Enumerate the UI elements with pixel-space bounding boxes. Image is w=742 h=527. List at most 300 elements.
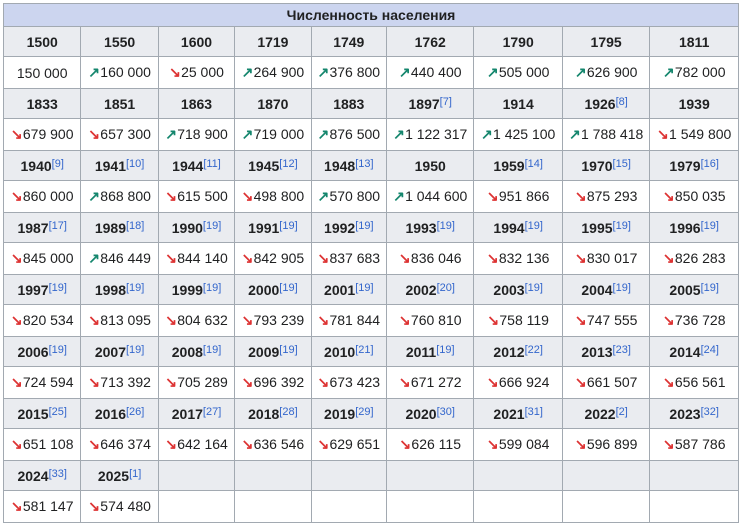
empty-cell bbox=[562, 461, 649, 491]
year-label: 2006 bbox=[17, 343, 49, 360]
year-cell bbox=[650, 213, 739, 243]
year-label: 2024 bbox=[17, 467, 49, 484]
year-cell bbox=[386, 213, 473, 243]
population-value-row bbox=[4, 367, 739, 399]
increase-arrow-icon: ↗ bbox=[241, 126, 254, 142]
population-value-row bbox=[4, 491, 739, 523]
population-value: 570 800 bbox=[329, 188, 381, 204]
decrease-arrow-icon: ↘ bbox=[317, 374, 330, 390]
decrease-arrow-icon: ↘ bbox=[486, 436, 499, 452]
decrease-arrow-icon: ↘ bbox=[399, 436, 412, 452]
reference-link[interactable]: [2] bbox=[615, 405, 628, 418]
decrease-arrow-icon: ↘ bbox=[398, 374, 411, 390]
year-cell bbox=[562, 27, 649, 57]
year-cell bbox=[562, 213, 649, 243]
population-value: 719 000 bbox=[253, 126, 305, 142]
year-label: 2007 bbox=[94, 343, 126, 360]
population-value: 1 788 418 bbox=[580, 126, 644, 142]
reference-link[interactable]: [21] bbox=[355, 343, 374, 356]
year-label: 1940 bbox=[20, 157, 52, 174]
year-cell bbox=[311, 151, 386, 181]
reference-link[interactable]: [17] bbox=[48, 219, 67, 232]
year-cell bbox=[158, 89, 234, 119]
decrease-arrow-icon: ↘ bbox=[317, 312, 330, 328]
empty-cell bbox=[235, 491, 311, 523]
population-value: 599 084 bbox=[498, 436, 550, 452]
year-label: 2012 bbox=[493, 343, 525, 360]
year-cell bbox=[650, 275, 739, 305]
population-cell bbox=[158, 119, 234, 151]
population-cell bbox=[650, 243, 739, 275]
population-cell bbox=[650, 305, 739, 337]
reference-link[interactable]: [20] bbox=[436, 281, 455, 294]
decrease-arrow-icon: ↘ bbox=[574, 188, 587, 204]
population-value: 626 115 bbox=[411, 436, 461, 452]
population-cell bbox=[650, 367, 739, 399]
population-value: 718 900 bbox=[177, 126, 228, 142]
population-value: 793 239 bbox=[253, 312, 305, 328]
population-value: 264 900 bbox=[253, 64, 305, 80]
population-cell bbox=[474, 429, 562, 461]
decrease-arrow-icon: ↘ bbox=[10, 188, 23, 204]
year-cell bbox=[311, 399, 386, 429]
year-label: 1870 bbox=[257, 95, 289, 112]
year-label: 1997 bbox=[17, 281, 49, 298]
decrease-arrow-icon: ↘ bbox=[486, 374, 499, 390]
reference-link[interactable]: [19] bbox=[202, 219, 222, 232]
year-header-row bbox=[4, 213, 739, 243]
decrease-arrow-icon: ↘ bbox=[165, 374, 177, 390]
population-value: 498 800 bbox=[253, 188, 305, 204]
year-cell bbox=[81, 399, 158, 429]
year-label: 1990 bbox=[171, 219, 203, 236]
increase-arrow-icon: ↗ bbox=[317, 126, 330, 142]
population-value: 713 392 bbox=[100, 374, 151, 390]
year-header-row bbox=[4, 275, 739, 305]
year-label: 1600 bbox=[180, 33, 213, 50]
year-cell bbox=[158, 399, 234, 429]
reference-link[interactable]: [25] bbox=[48, 405, 67, 418]
reference-link[interactable]: [11] bbox=[203, 157, 221, 170]
reference-link[interactable]: [19] bbox=[279, 281, 298, 294]
population-value: 440 400 bbox=[410, 64, 462, 80]
increase-arrow-icon: ↗ bbox=[241, 64, 254, 80]
year-label: 1979 bbox=[669, 157, 701, 174]
population-value-row bbox=[4, 243, 739, 275]
reference-link[interactable]: [29] bbox=[355, 405, 374, 418]
population-value: 642 164 bbox=[177, 436, 228, 452]
reference-link[interactable]: [8] bbox=[615, 95, 628, 108]
year-label: 1811 bbox=[678, 33, 710, 50]
empty-cell bbox=[158, 461, 234, 491]
decrease-arrow-icon: ↘ bbox=[486, 188, 499, 204]
decrease-arrow-icon: ↘ bbox=[241, 250, 254, 266]
year-label: 2025 bbox=[97, 467, 130, 484]
reference-link[interactable]: [7] bbox=[439, 95, 452, 108]
year-label: 1993 bbox=[405, 219, 437, 236]
population-value: 679 900 bbox=[22, 126, 74, 142]
population-value: 629 651 bbox=[329, 436, 381, 452]
population-value: 661 507 bbox=[586, 374, 638, 390]
year-label: 2014 bbox=[669, 343, 701, 360]
year-cell bbox=[4, 151, 81, 181]
decrease-arrow-icon: ↘ bbox=[662, 374, 675, 390]
reference-link[interactable]: [19] bbox=[436, 343, 455, 356]
reference-link[interactable]: [19] bbox=[436, 219, 455, 232]
increase-arrow-icon: ↗ bbox=[486, 64, 499, 80]
reference-link[interactable]: [19] bbox=[355, 281, 374, 294]
reference-link[interactable]: [16] bbox=[700, 157, 719, 170]
decrease-arrow-icon: ↘ bbox=[662, 188, 675, 204]
population-cell bbox=[562, 367, 649, 399]
reference-link[interactable]: [26] bbox=[126, 405, 145, 418]
population-value: 724 594 bbox=[22, 374, 74, 390]
decrease-arrow-icon: ↘ bbox=[10, 312, 23, 328]
year-cell bbox=[158, 151, 234, 181]
population-value: 868 800 bbox=[100, 188, 151, 204]
year-cell bbox=[158, 337, 234, 367]
decrease-arrow-icon: ↘ bbox=[10, 126, 23, 142]
reference-link[interactable]: [19] bbox=[612, 281, 631, 294]
population-value: 587 786 bbox=[674, 436, 726, 452]
population-cell bbox=[311, 119, 386, 151]
decrease-arrow-icon: ↘ bbox=[10, 436, 23, 452]
year-label: 2013 bbox=[581, 343, 613, 360]
population-cell bbox=[386, 119, 473, 151]
population-cell bbox=[386, 243, 473, 275]
population-value: 747 555 bbox=[586, 312, 638, 328]
table-title: Численность населения bbox=[4, 4, 739, 27]
population-cell bbox=[311, 429, 386, 461]
population-cell bbox=[474, 243, 562, 275]
population-cell bbox=[386, 367, 473, 399]
year-label: 2003 bbox=[493, 281, 525, 298]
year-cell bbox=[158, 213, 234, 243]
reference-link[interactable]: [1] bbox=[129, 467, 142, 480]
reference-link[interactable]: [23] bbox=[612, 343, 631, 356]
reference-link[interactable]: [19] bbox=[524, 219, 543, 232]
population-cell bbox=[235, 305, 311, 337]
population-cell bbox=[650, 429, 739, 461]
population-value: 845 000 bbox=[22, 250, 74, 266]
year-cell bbox=[311, 337, 386, 367]
population-cell bbox=[158, 243, 234, 275]
population-cell bbox=[4, 305, 81, 337]
population-value: 842 905 bbox=[253, 250, 305, 266]
population-cell bbox=[4, 57, 81, 89]
year-label: 2009 bbox=[248, 343, 280, 360]
year-cell bbox=[81, 151, 158, 181]
population-value: 1 122 317 bbox=[405, 126, 468, 142]
reference-link[interactable]: [19] bbox=[48, 343, 67, 356]
population-cell bbox=[158, 181, 234, 213]
population-cell bbox=[235, 243, 311, 275]
year-cell bbox=[235, 399, 311, 429]
reference-link[interactable]: [31] bbox=[524, 405, 543, 418]
population-cell bbox=[562, 119, 649, 151]
year-cell bbox=[235, 27, 311, 57]
year-label: 1991 bbox=[248, 219, 280, 236]
reference-link[interactable]: [19] bbox=[524, 281, 543, 294]
population-value: 673 423 bbox=[329, 374, 381, 390]
year-cell bbox=[4, 399, 81, 429]
population-value-row bbox=[4, 57, 739, 89]
year-cell bbox=[650, 89, 739, 119]
population-cell bbox=[81, 429, 158, 461]
population-cell bbox=[562, 181, 649, 213]
decrease-arrow-icon: ↘ bbox=[657, 126, 669, 142]
year-cell bbox=[235, 337, 311, 367]
reference-link[interactable]: [19] bbox=[126, 281, 145, 294]
population-cell bbox=[81, 491, 158, 523]
year-label: 2023 bbox=[669, 405, 701, 422]
empty-cell bbox=[474, 491, 562, 523]
year-label: 1939 bbox=[678, 95, 710, 112]
population-value: 626 900 bbox=[586, 64, 638, 80]
reference-link[interactable]: [18] bbox=[126, 219, 145, 232]
reference-link[interactable]: [13] bbox=[355, 157, 374, 170]
increase-arrow-icon: ↗ bbox=[317, 64, 330, 80]
population-value: 696 392 bbox=[253, 374, 305, 390]
empty-cell bbox=[311, 491, 386, 523]
year-label: 1941 bbox=[94, 157, 126, 174]
population-value: 150 000 bbox=[16, 64, 68, 81]
year-cell bbox=[386, 399, 473, 429]
reference-link[interactable]: [19] bbox=[202, 343, 222, 356]
year-cell bbox=[81, 337, 158, 367]
year-header-row bbox=[4, 399, 739, 429]
population-value: 505 000 bbox=[498, 64, 550, 80]
population-value: 615 500 bbox=[177, 188, 228, 204]
year-label: 2019 bbox=[324, 405, 356, 422]
year-cell bbox=[158, 27, 234, 57]
population-cell bbox=[562, 243, 649, 275]
year-label: 1897 bbox=[408, 95, 440, 112]
decrease-arrow-icon: ↘ bbox=[398, 312, 411, 328]
reference-link[interactable]: [10] bbox=[126, 157, 145, 170]
population-value: 657 300 bbox=[100, 126, 151, 142]
population-cell bbox=[311, 181, 386, 213]
year-cell bbox=[158, 275, 234, 305]
decrease-arrow-icon: ↘ bbox=[10, 374, 23, 390]
year-label: 1996 bbox=[669, 219, 701, 236]
year-label: 1833 bbox=[26, 95, 58, 112]
year-cell bbox=[562, 151, 649, 181]
population-value-row bbox=[4, 181, 739, 213]
year-cell bbox=[235, 213, 311, 243]
reference-link[interactable]: [19] bbox=[700, 281, 719, 294]
population-value: 1 425 100 bbox=[493, 126, 556, 142]
year-label: 1998 bbox=[94, 281, 126, 298]
year-cell bbox=[474, 213, 562, 243]
population-cell bbox=[81, 243, 158, 275]
reference-link[interactable]: [19] bbox=[700, 219, 719, 232]
reference-link[interactable]: [12] bbox=[279, 157, 298, 170]
population-value: 656 561 bbox=[674, 374, 726, 390]
population-cell bbox=[562, 429, 649, 461]
reference-link[interactable]: [22] bbox=[524, 343, 543, 356]
population-cell bbox=[158, 429, 234, 461]
population-value-row bbox=[4, 305, 739, 337]
year-label: 2004 bbox=[581, 281, 613, 298]
population-value: 736 728 bbox=[674, 312, 726, 328]
population-value: 876 500 bbox=[329, 126, 381, 142]
decrease-arrow-icon: ↘ bbox=[241, 436, 254, 452]
empty-cell bbox=[235, 461, 311, 491]
reference-link[interactable]: [19] bbox=[279, 343, 298, 356]
population-cell bbox=[81, 57, 158, 89]
year-cell bbox=[474, 89, 562, 119]
year-label: 1914 bbox=[502, 95, 534, 112]
empty-cell bbox=[158, 491, 234, 523]
empty-cell bbox=[474, 461, 562, 491]
decrease-arrow-icon: ↘ bbox=[241, 312, 254, 328]
decrease-arrow-icon: ↘ bbox=[165, 436, 177, 452]
population-value: 850 035 bbox=[674, 188, 726, 204]
year-label: 1999 bbox=[171, 281, 203, 298]
year-label: 1500 bbox=[26, 33, 58, 50]
year-cell bbox=[474, 151, 562, 181]
year-label: 1863 bbox=[180, 95, 213, 112]
year-label: 1959 bbox=[493, 157, 525, 174]
reference-link[interactable]: [27] bbox=[202, 405, 222, 418]
population-value: 860 000 bbox=[22, 188, 74, 204]
year-label: 2015 bbox=[17, 405, 49, 422]
population-cell bbox=[311, 243, 386, 275]
decrease-arrow-icon: ↘ bbox=[486, 250, 499, 266]
reference-link[interactable]: [24] bbox=[700, 343, 719, 356]
reference-link[interactable]: [33] bbox=[48, 467, 67, 480]
decrease-arrow-icon: ↘ bbox=[241, 188, 254, 204]
year-cell bbox=[311, 275, 386, 305]
year-label: 1790 bbox=[502, 33, 534, 50]
population-cell bbox=[311, 305, 386, 337]
reference-link[interactable]: [28] bbox=[279, 405, 298, 418]
year-cell bbox=[81, 27, 158, 57]
population-value: 820 534 bbox=[22, 312, 74, 328]
decrease-arrow-icon: ↘ bbox=[88, 312, 101, 328]
increase-arrow-icon: ↗ bbox=[398, 64, 411, 80]
reference-link[interactable]: [9] bbox=[51, 157, 64, 170]
increase-arrow-icon: ↗ bbox=[88, 188, 101, 204]
year-label: 2008 bbox=[171, 343, 203, 360]
population-cell bbox=[650, 119, 739, 151]
decrease-arrow-icon: ↘ bbox=[169, 64, 181, 80]
year-label: 1926 bbox=[584, 95, 616, 112]
reference-link[interactable]: [19] bbox=[202, 281, 222, 294]
decrease-arrow-icon: ↘ bbox=[88, 126, 101, 142]
year-label: 2000 bbox=[248, 281, 280, 298]
year-cell bbox=[650, 399, 739, 429]
reference-link[interactable]: [19] bbox=[612, 219, 631, 232]
year-cell bbox=[562, 89, 649, 119]
year-cell bbox=[4, 275, 81, 305]
decrease-arrow-icon: ↘ bbox=[574, 312, 587, 328]
year-label: 1995 bbox=[581, 219, 613, 236]
decrease-arrow-icon: ↘ bbox=[88, 498, 101, 514]
population-cell bbox=[474, 367, 562, 399]
empty-cell bbox=[386, 461, 473, 491]
population-cell bbox=[81, 305, 158, 337]
population-cell bbox=[158, 57, 234, 89]
population-cell bbox=[4, 243, 81, 275]
year-label: 1883 bbox=[333, 95, 365, 112]
year-cell bbox=[562, 275, 649, 305]
population-value: 25 000 bbox=[181, 64, 224, 80]
decrease-arrow-icon: ↘ bbox=[487, 312, 500, 328]
population-value: 760 810 bbox=[410, 312, 462, 328]
year-cell bbox=[650, 337, 739, 367]
decrease-arrow-icon: ↘ bbox=[574, 250, 587, 266]
population-cell bbox=[81, 119, 158, 151]
reference-link[interactable]: [32] bbox=[700, 405, 719, 418]
year-cell bbox=[474, 399, 562, 429]
population-value: 666 924 bbox=[498, 374, 550, 390]
reference-link[interactable]: [19] bbox=[126, 343, 145, 356]
population-value: 813 095 bbox=[100, 312, 151, 328]
reference-link[interactable]: [19] bbox=[355, 219, 374, 232]
population-value: 646 374 bbox=[100, 436, 151, 452]
year-label: 2016 bbox=[94, 405, 126, 422]
population-cell bbox=[474, 57, 562, 89]
population-value: 160 000 bbox=[100, 64, 151, 80]
year-label: 2001 bbox=[324, 281, 356, 298]
population-cell bbox=[386, 181, 473, 213]
decrease-arrow-icon: ↘ bbox=[317, 436, 330, 452]
empty-cell bbox=[650, 491, 739, 523]
year-cell bbox=[4, 89, 81, 119]
population-cell bbox=[235, 119, 311, 151]
population-cell bbox=[235, 57, 311, 89]
year-label: 1851 bbox=[104, 95, 136, 112]
year-cell bbox=[474, 275, 562, 305]
year-label: 1948 bbox=[324, 157, 356, 174]
empty-cell bbox=[386, 491, 473, 523]
year-header-row bbox=[4, 27, 739, 57]
increase-arrow-icon: ↗ bbox=[317, 188, 330, 204]
empty-cell bbox=[562, 491, 649, 523]
year-cell bbox=[4, 461, 81, 491]
population-cell bbox=[4, 367, 81, 399]
year-cell bbox=[386, 151, 473, 181]
year-cell bbox=[4, 337, 81, 367]
reference-link[interactable]: [14] bbox=[524, 157, 543, 170]
year-cell bbox=[235, 275, 311, 305]
reference-link[interactable]: [19] bbox=[279, 219, 298, 232]
population-cell bbox=[4, 181, 81, 213]
population-cell bbox=[386, 57, 473, 89]
population-value-row bbox=[4, 429, 739, 461]
increase-arrow-icon: ↗ bbox=[393, 126, 405, 142]
population-cell bbox=[650, 181, 739, 213]
reference-link[interactable]: [30] bbox=[436, 405, 455, 418]
year-cell bbox=[474, 27, 562, 57]
year-label: 1749 bbox=[333, 33, 365, 50]
reference-link[interactable]: [15] bbox=[612, 157, 631, 170]
decrease-arrow-icon: ↘ bbox=[662, 250, 675, 266]
year-cell bbox=[311, 89, 386, 119]
increase-arrow-icon: ↗ bbox=[574, 64, 587, 80]
year-cell bbox=[474, 337, 562, 367]
year-cell bbox=[311, 213, 386, 243]
decrease-arrow-icon: ↘ bbox=[574, 374, 587, 390]
population-value: 844 140 bbox=[177, 250, 228, 266]
reference-link[interactable]: [19] bbox=[48, 281, 67, 294]
population-value: 875 293 bbox=[586, 188, 638, 204]
year-cell bbox=[4, 27, 81, 57]
decrease-arrow-icon: ↘ bbox=[88, 436, 101, 452]
year-label: 1994 bbox=[493, 219, 525, 236]
